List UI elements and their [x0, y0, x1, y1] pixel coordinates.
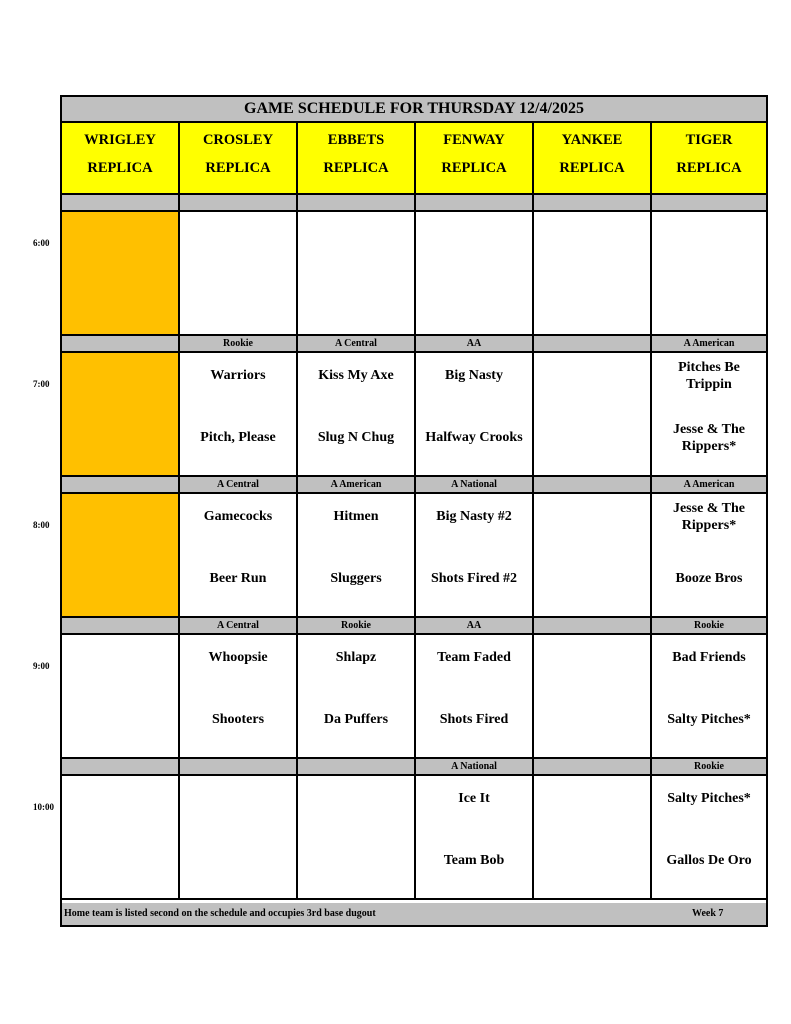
field-label: REPLICA	[441, 160, 507, 176]
division-label	[62, 336, 180, 353]
division-label	[534, 759, 652, 776]
field-name: EBBETS	[327, 132, 385, 148]
game-cell	[534, 635, 652, 759]
away-team: Kiss My Axe	[318, 368, 394, 383]
home-team: Da Puffers	[323, 712, 389, 727]
home-team: Booze Bros	[675, 571, 743, 586]
division-label: A Central	[298, 336, 416, 353]
game-cell	[180, 353, 298, 477]
game-cell	[416, 353, 534, 477]
field-name: FENWAY	[443, 132, 505, 148]
field-header	[652, 123, 766, 195]
away-team: Jesse & The Rippers*	[672, 501, 746, 533]
division-label	[534, 195, 652, 212]
game-cell	[416, 494, 534, 618]
game-cell	[534, 776, 652, 900]
field-header	[534, 123, 652, 195]
game-cell	[298, 776, 416, 900]
away-team: Warriors	[210, 368, 266, 383]
game-cell	[652, 212, 766, 336]
field-name: WRIGLEY	[84, 132, 156, 148]
home-team: Beer Run	[209, 571, 267, 586]
game-cell	[62, 776, 180, 900]
game-cell	[180, 212, 298, 336]
away-team: Salty Pitches*	[667, 791, 751, 806]
time-label: 6:00	[33, 238, 50, 248]
home-team: Team Bob	[443, 853, 505, 868]
field-label: REPLICA	[323, 160, 389, 176]
division-label: AA	[416, 618, 534, 635]
field-label: REPLICA	[205, 160, 271, 176]
division-label: AA	[416, 336, 534, 353]
division-label	[534, 477, 652, 494]
home-team: Shots Fired #2	[430, 571, 518, 586]
blocked-slot	[62, 353, 180, 477]
field-name: CROSLEY	[202, 132, 274, 148]
division-label	[534, 336, 652, 353]
time-label: 10:00	[33, 802, 54, 812]
away-team: Big Nasty	[445, 368, 503, 383]
home-team: Shots Fired	[439, 712, 509, 727]
field-name: TIGER	[685, 132, 733, 148]
division-label: A American	[652, 336, 766, 353]
game-cell	[652, 494, 766, 618]
time-label: 7:00	[33, 379, 50, 389]
time-label: 9:00	[33, 661, 50, 671]
blocked-slot	[62, 494, 180, 618]
home-team: Jesse & The Rippers*	[672, 422, 746, 454]
away-team: Pitches Be Trippin	[678, 360, 740, 392]
division-label	[298, 759, 416, 776]
field-header	[298, 123, 416, 195]
field-label: REPLICA	[87, 160, 153, 176]
game-cell	[298, 353, 416, 477]
game-cell	[298, 635, 416, 759]
home-team: Sluggers	[330, 571, 382, 586]
division-label: A American	[652, 477, 766, 494]
division-label	[62, 759, 180, 776]
division-label: A National	[416, 759, 534, 776]
game-cell	[416, 212, 534, 336]
away-team: Team Faded	[437, 650, 511, 665]
field-header	[180, 123, 298, 195]
home-team: Gallos De Oro	[666, 853, 752, 868]
footer-note: Home team is listed second on the schedule and occupies 3rd base dugout	[64, 908, 376, 919]
home-team: Pitch, Please	[200, 430, 276, 445]
home-team: Shooters	[211, 712, 265, 727]
division-label	[62, 195, 180, 212]
field-header	[62, 123, 180, 195]
division-label: A National	[416, 477, 534, 494]
game-cell	[534, 353, 652, 477]
game-cell	[652, 776, 766, 900]
blocked-slot	[62, 212, 180, 336]
away-team: Gamecocks	[203, 509, 273, 524]
division-label: A Central	[180, 618, 298, 635]
division-label	[534, 618, 652, 635]
division-label: Rookie	[652, 618, 766, 635]
game-cell	[62, 635, 180, 759]
game-cell	[298, 212, 416, 336]
schedule-footer	[62, 903, 766, 925]
division-label	[416, 195, 534, 212]
away-team: Big Nasty #2	[436, 509, 512, 524]
away-team: Bad Friends	[672, 650, 746, 665]
field-name: YANKEE	[561, 132, 623, 148]
game-cell	[416, 776, 534, 900]
away-team: Ice It	[458, 791, 490, 806]
field-label: REPLICA	[676, 160, 742, 176]
game-cell	[652, 353, 766, 477]
division-label: Rookie	[298, 618, 416, 635]
away-team: Whoopsie	[208, 650, 268, 665]
division-label: A Central	[180, 477, 298, 494]
schedule-table	[60, 95, 768, 927]
week-label: Week 7	[692, 908, 724, 919]
division-label	[180, 195, 298, 212]
division-label: Rookie	[652, 759, 766, 776]
schedule-title: GAME SCHEDULE FOR THURSDAY 12/4/2025	[62, 97, 766, 123]
home-team: Slug N Chug	[317, 430, 395, 445]
game-cell	[534, 494, 652, 618]
home-team: Salty Pitches*	[667, 712, 751, 727]
game-cell	[180, 635, 298, 759]
game-cell	[652, 635, 766, 759]
field-header	[416, 123, 534, 195]
game-cell	[180, 494, 298, 618]
home-team: Halfway Crooks	[425, 430, 523, 445]
time-label: 8:00	[33, 520, 50, 530]
division-label	[652, 195, 766, 212]
division-label: A American	[298, 477, 416, 494]
away-team: Hitmen	[333, 509, 379, 524]
division-label	[180, 759, 298, 776]
division-label: Rookie	[180, 336, 298, 353]
division-label	[298, 195, 416, 212]
game-cell	[180, 776, 298, 900]
division-label	[62, 618, 180, 635]
game-cell	[534, 212, 652, 336]
game-cell	[298, 494, 416, 618]
game-cell	[416, 635, 534, 759]
field-label: REPLICA	[559, 160, 625, 176]
division-label	[62, 477, 180, 494]
away-team: Shlapz	[335, 650, 377, 665]
